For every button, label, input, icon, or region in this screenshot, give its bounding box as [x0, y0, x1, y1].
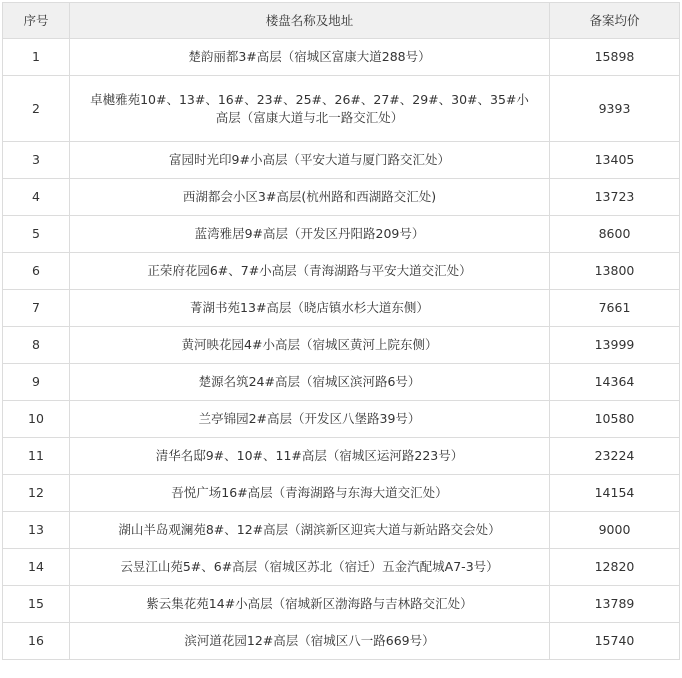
row-price: 13723 — [550, 179, 680, 216]
row-price: 7661 — [550, 290, 680, 327]
row-index: 7 — [3, 290, 70, 327]
row-name-address: 滨河道花园12#高层（宿城区八一路669号） — [70, 623, 550, 660]
row-name-address: 富园时光印9#小高层（平安大道与厦门路交汇处） — [70, 142, 550, 179]
row-name-address: 菁湖书苑13#高层（晓店镇水杉大道东侧） — [70, 290, 550, 327]
row-index: 5 — [3, 216, 70, 253]
table-row — [3, 76, 680, 142]
header-index: 序号 — [3, 3, 70, 39]
row-index: 3 — [3, 142, 70, 179]
row-index: 4 — [3, 179, 70, 216]
row-price: 14364 — [550, 364, 680, 401]
table-row — [3, 39, 680, 76]
row-index: 16 — [3, 623, 70, 660]
row-index: 6 — [3, 253, 70, 290]
table-row — [3, 623, 680, 660]
row-index: 12 — [3, 475, 70, 512]
row-price: 15740 — [550, 623, 680, 660]
table-row — [3, 475, 680, 512]
table-body — [3, 39, 680, 660]
row-price: 9393 — [550, 76, 680, 142]
table-row — [3, 364, 680, 401]
row-name-address: 黄河映花园4#小高层（宿城区黄河上院东侧） — [70, 327, 550, 364]
row-name-address: 云昱江山苑5#、6#高层（宿城区苏北（宿迁）五金汽配城A7-3号） — [70, 549, 550, 586]
row-index: 8 — [3, 327, 70, 364]
table-row — [3, 327, 680, 364]
header-row — [3, 3, 680, 39]
table-row — [3, 549, 680, 586]
row-name-address: 楚韵丽都3#高层（宿城区富康大道288号） — [70, 39, 550, 76]
row-price: 14154 — [550, 475, 680, 512]
row-name-address: 楚源名筑24#高层（宿城区滨河路6号） — [70, 364, 550, 401]
table-row — [3, 179, 680, 216]
row-name-address: 卓樾雅苑10#、13#、16#、23#、25#、26#、27#、29#、30#、35#小高层（富康大道与北一路交汇处） — [70, 76, 550, 142]
row-index: 13 — [3, 512, 70, 549]
row-price: 13800 — [550, 253, 680, 290]
header-price: 备案均价 — [550, 3, 680, 39]
header-name-address: 楼盘名称及地址 — [70, 3, 550, 39]
table-row — [3, 142, 680, 179]
row-price: 8600 — [550, 216, 680, 253]
row-index: 15 — [3, 586, 70, 623]
row-index: 1 — [3, 39, 70, 76]
table-row — [3, 438, 680, 475]
table-row — [3, 586, 680, 623]
row-name-address: 正荣府花园6#、7#小高层（青海湖路与平安大道交汇处） — [70, 253, 550, 290]
row-name-address: 清华名邸9#、10#、11#高层（宿城区运河路223号） — [70, 438, 550, 475]
row-price: 9000 — [550, 512, 680, 549]
row-price: 13999 — [550, 327, 680, 364]
row-name-address: 西湖都会小区3#高层(杭州路和西湖路交汇处) — [70, 179, 550, 216]
row-name-address: 湖山半岛观澜苑8#、12#高层（湖滨新区迎宾大道与新站路交会处） — [70, 512, 550, 549]
row-index: 9 — [3, 364, 70, 401]
row-price: 15898 — [550, 39, 680, 76]
housing-price-table — [2, 2, 680, 660]
table-row — [3, 290, 680, 327]
row-index: 14 — [3, 549, 70, 586]
row-name-address: 吾悦广场16#高层（青海湖路与东海大道交汇处） — [70, 475, 550, 512]
table-row — [3, 253, 680, 290]
table-row — [3, 512, 680, 549]
row-index: 2 — [3, 76, 70, 142]
row-name-address: 蓝湾雅居9#高层（开发区丹阳路209号） — [70, 216, 550, 253]
row-index: 10 — [3, 401, 70, 438]
table-row — [3, 216, 680, 253]
row-price: 13789 — [550, 586, 680, 623]
row-price: 12820 — [550, 549, 680, 586]
row-price: 13405 — [550, 142, 680, 179]
row-index: 11 — [3, 438, 70, 475]
table-row — [3, 401, 680, 438]
row-name-address: 紫云集花苑14#小高层（宿城新区渤海路与吉林路交汇处） — [70, 586, 550, 623]
row-name-address: 兰亭锦园2#高层（开发区八堡路39号） — [70, 401, 550, 438]
row-price: 23224 — [550, 438, 680, 475]
row-price: 10580 — [550, 401, 680, 438]
